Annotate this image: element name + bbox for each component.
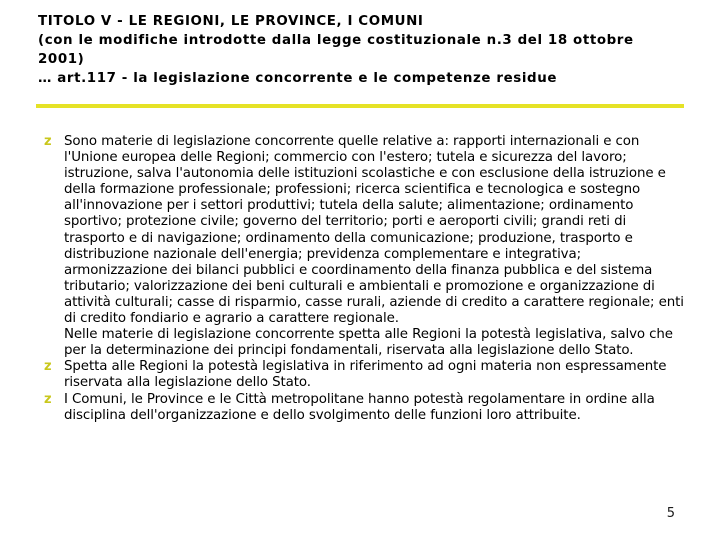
bullet-text: Spetta alle Regioni la potestà legislativa in riferimento ad ogni materia non espressamente riservata alla legislazione dello Stato.: [64, 359, 667, 391]
title-line-4: … art.117 - la legislazione concorrente e le competenze residue: [38, 71, 558, 86]
title-line-1: TITOLO V - LE REGIONI, LE PROVINCE, I COMUNI: [38, 14, 424, 29]
title-divider: [36, 104, 684, 108]
bullet-list: [44, 134, 684, 424]
title-line-3: 2001): [38, 52, 85, 67]
bullet-icon: z: [44, 391, 52, 407]
title-line-2: (con le modifiche introdotte dalla legge costituzionale n.3 del 18 ottobre: [38, 33, 634, 48]
bullet-text: I Comuni, le Province e le Città metropolitane hanno potestà regolamentare in ordine alla disciplina dell'organizzazione e dello svolgimento delle funzioni loro attribuite.: [64, 391, 655, 423]
bullet-text-continuation: Nelle materie di legislazione concorrente spetta alle Regioni la potestà legislativa, salvo che per la determinazione dei principi fondamentali, riservata alla legislazione dello Stato.: [64, 327, 673, 359]
bullet-text: Sono materie di legislazione concorrente quelle relative a: rapporti internazionali e con l'Unione europea delle Regioni; commercio con l'estero; tutela e sicurezza del lavoro; istruzione, salva l'autonomia delle istituzioni scolastiche e con esclusione della istruzione e della formazione professionale; professioni; ricerca scientifica e tecnologica e sostegno all'innovazione per i settori produttivi; tutela della salute; alimentazione; ordinamento sportivo; protezione civile; governo del territorio; porti e aeroporti civili; grandi reti di trasporto e di navigazione; ordinamento della comunicazione; produzione, trasporto e distribuzione nazionale dell'energia; previdenza complementare e integrativa; armonizzazione dei bilanci pubblici e coordinamento della finanza pubblica e del sistema tributario; valorizzazione dei beni culturali e ambientali e promozione e organizzazione di attività culturali; casse di risparmio, casse rurali, aziende di credito a carattere regionale; enti di credito fondiario e agrario a carattere regionale.: [64, 134, 684, 327]
page-number: 5: [666, 506, 675, 521]
list-item: [44, 134, 684, 359]
list-item: [44, 359, 684, 391]
list-item: [44, 392, 684, 424]
bullet-icon: z: [44, 134, 52, 149]
slide-title: [38, 12, 698, 88]
bullet-icon: z: [44, 359, 52, 375]
